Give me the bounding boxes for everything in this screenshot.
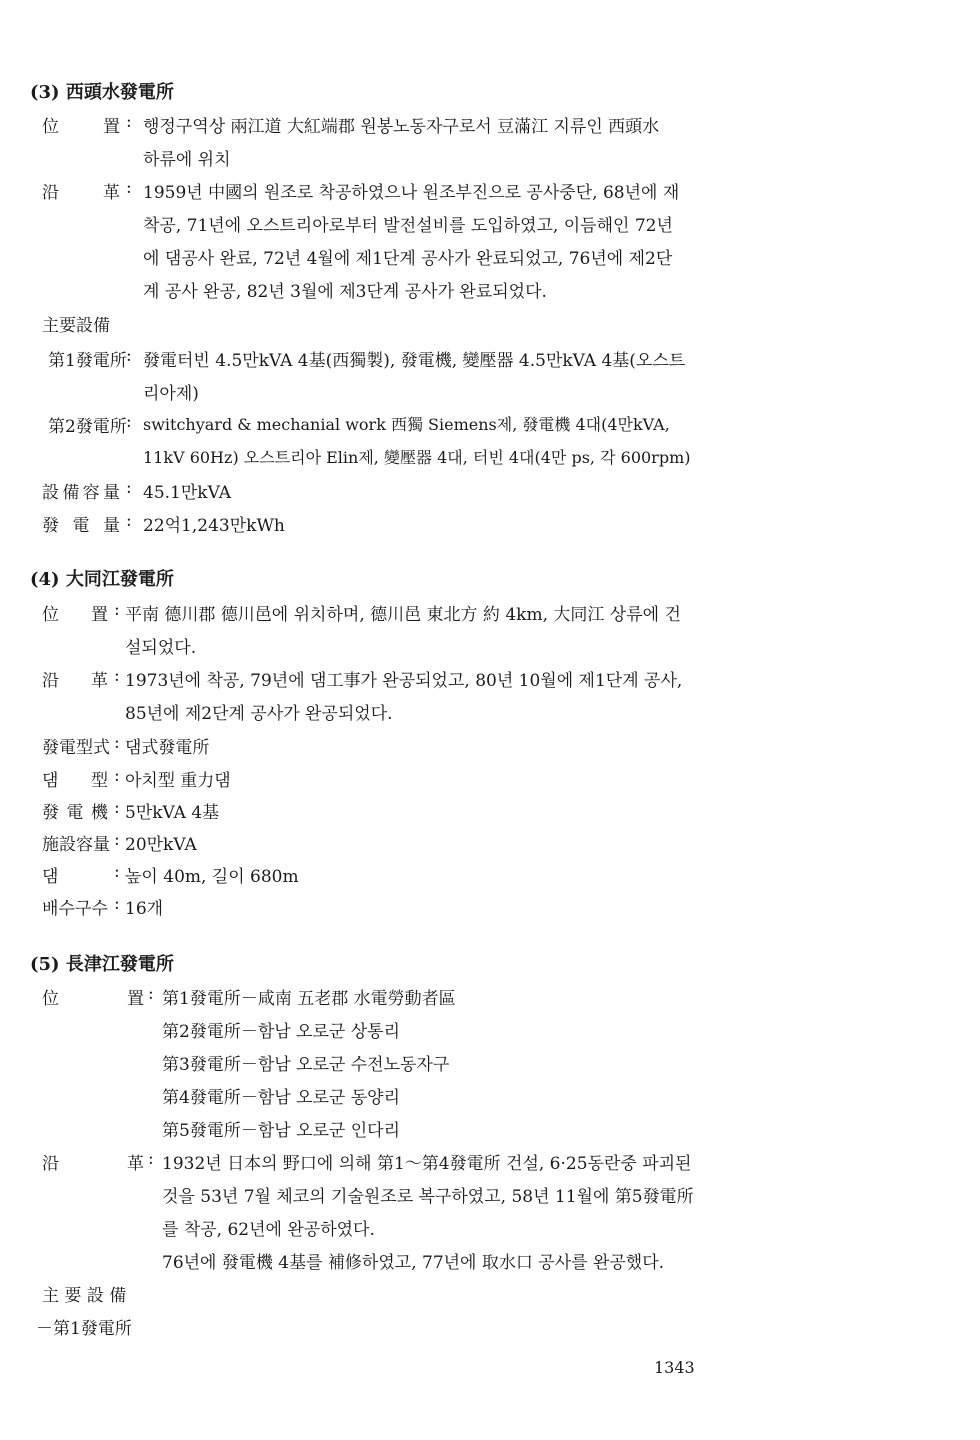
colon: : xyxy=(148,1149,154,1169)
text-line: 第4發電所－함남 오로군 동양리 xyxy=(162,1088,400,1108)
text-line: 85년에 제2단계 공사가 완공되었다. xyxy=(125,704,393,724)
label-location: 位 置 xyxy=(42,605,108,625)
colon: : xyxy=(114,766,120,786)
text-line: 계 공사 완공, 82년 3월에 제3단계 공사가 완료되었다. xyxy=(143,282,547,302)
label-generation: 發 電 量 xyxy=(42,516,120,536)
text-line: 행정구역상 兩江道 大紅端郡 원봉노동자구로서 豆滿江 지류인 西頭水 xyxy=(143,117,660,137)
text-line: 平南 德川郡 德川邑에 위치하며, 德川邑 東北方 約 4km, 大同江 상류에 건 xyxy=(125,605,681,625)
colon: : xyxy=(114,830,120,850)
text-line: 11kV 60Hz) 오스트리아 Elin제, 變壓器 4대, 터빈 4대(4만 ps, 각 600rpm) xyxy=(143,448,691,467)
label-main-equipment: 主要設備 xyxy=(42,316,110,336)
label-location: 位 置 xyxy=(42,989,144,1009)
text-line: 1973년에 착공, 79년에 댐工事가 완공되었고, 80년 10월에 제1단계 공사, xyxy=(125,671,683,691)
text-line: 5만kVA 4基 xyxy=(125,803,220,823)
text-line: 1932년 日本의 野口에 의해 第1～第4發電所 건설, 6·25동란중 파괴된 xyxy=(162,1154,692,1174)
label-generator: 發 電 機 xyxy=(42,803,108,823)
colon: : xyxy=(126,112,132,132)
colon: : xyxy=(114,798,120,818)
label-capacity: 設 備 容 量 xyxy=(42,483,120,503)
label-plant-2: 第2發電所 xyxy=(48,417,127,437)
colon: : xyxy=(114,733,120,753)
text-line: 것을 53년 7월 체코의 기술원조로 복구하였고, 58년 11월에 第5發電所 xyxy=(162,1187,694,1207)
label-main-equipment: 主 要 設 備 xyxy=(42,1286,127,1306)
text-line: 22억1,243만kWh xyxy=(143,516,285,536)
text-line: 45.1만kVA xyxy=(143,483,231,503)
label-dam-type: 댐 型 xyxy=(42,771,108,791)
text-line: 第2發電所－함남 오로군 상통리 xyxy=(162,1022,400,1042)
label-history: 沿 革 xyxy=(42,183,120,203)
text-line: 發電터빈 4.5만kVA 4基(西獨製), 發電機, 變壓器 4.5만kVA 4基(오스트 xyxy=(143,351,686,371)
text-line: switchyard & mechanial work 西獨 Siemens제, 發電機 4대(4만kVA, xyxy=(143,415,670,434)
label-plant-1: －第1發電所 xyxy=(36,1319,132,1339)
text-line: 하류에 위치 xyxy=(143,150,231,170)
text-line: 76년에 發電機 4基를 補修하였고, 77년에 取水口 공사를 완공했다. xyxy=(162,1253,665,1273)
section-heading-4: (4) 大同江發電所 xyxy=(30,569,174,590)
text-line: 착공, 71년에 오스트리아로부터 발전설비를 도입하였고, 이듬해인 72년 xyxy=(143,216,673,236)
text-line: 리아제) xyxy=(143,384,199,404)
colon: : xyxy=(126,478,132,498)
label-spillway-count: 배 수 구 수 xyxy=(42,899,108,919)
colon: : xyxy=(148,984,154,1004)
text-line: 를 착공, 62년에 완공하였다. xyxy=(162,1220,375,1240)
text-line: 第5發電所－함남 오로군 인다리 xyxy=(162,1121,400,1141)
text-line: 第3發電所－함남 오로군 수전노동자구 xyxy=(162,1055,450,1075)
colon: : xyxy=(126,412,132,432)
colon: : xyxy=(114,862,120,882)
colon: : xyxy=(126,346,132,366)
label-plant-1: 第1發電所 xyxy=(48,351,127,371)
label-location: 位 置 xyxy=(42,117,120,137)
label-generation-type: 發電型式 xyxy=(42,738,110,758)
text-line: 높이 40m, 길이 680m xyxy=(125,867,299,887)
text-line: 16개 xyxy=(125,899,164,919)
label-history: 沿 革 xyxy=(42,1154,144,1174)
label-dam: 댐 xyxy=(42,867,59,887)
colon: : xyxy=(114,666,120,686)
text-line: 댐式發電所 xyxy=(125,738,210,758)
colon: : xyxy=(114,600,120,620)
text-line: 20만kVA xyxy=(125,835,197,855)
section-heading-5: (5) 長津江發電所 xyxy=(30,954,174,975)
page-number: 1343 xyxy=(654,1358,695,1377)
colon: : xyxy=(126,511,132,531)
colon: : xyxy=(114,894,120,914)
text-line: 第1發電所－咸南 五老郡 水電勞動者區 xyxy=(162,989,456,1009)
text-line: 에 댐공사 완료, 72년 4월에 제1단계 공사가 완료되었고, 76년에 제2단 xyxy=(143,249,673,269)
label-facility-capacity: 施設容量 xyxy=(42,835,110,855)
text-line: 1959년 中國의 원조로 착공하였으나 원조부진으로 공사중단, 68년에 재 xyxy=(143,183,680,203)
text-line: 설되었다. xyxy=(125,638,197,658)
section-heading-3: (3) 西頭水發電所 xyxy=(30,82,174,103)
colon: : xyxy=(126,178,132,198)
label-history: 沿 革 xyxy=(42,671,108,691)
text-line: 아치型 重力댐 xyxy=(125,771,231,791)
